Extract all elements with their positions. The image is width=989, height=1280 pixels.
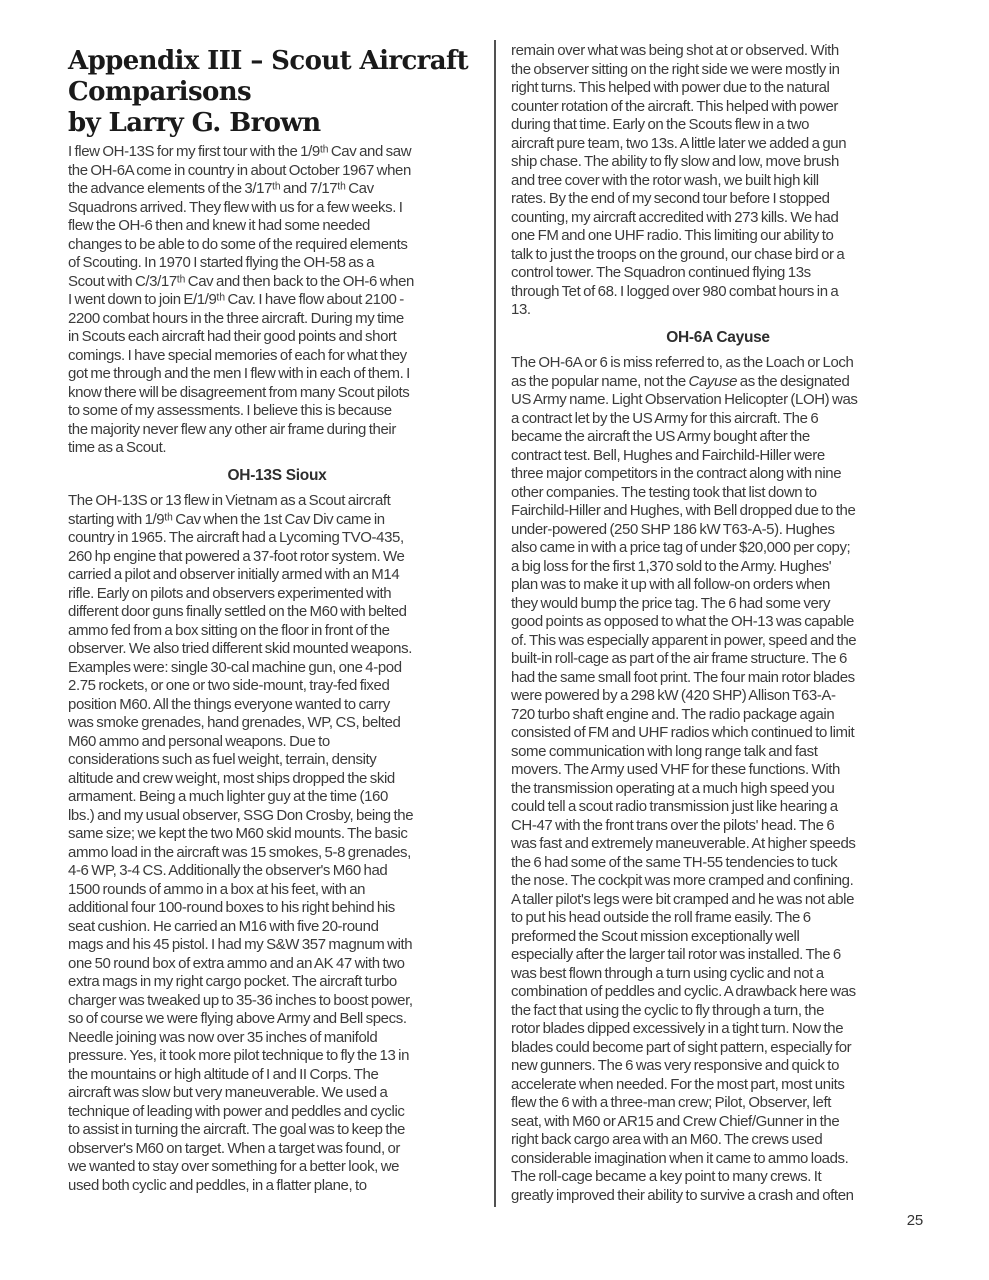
text-line: aircraft was slow but very maneuverable. We used a [68, 1084, 388, 1101]
text-line: position M60. All the things everyone wanted to carry [68, 695, 390, 713]
text-line: ammo load in the aircraft was 15 smokes, 5-8 grenades, [68, 843, 411, 861]
text-line: different door guns finally settled on the M60 with belted [68, 603, 407, 620]
text-line: M60 ammo and personal weapons. Due to [68, 732, 330, 750]
text-line: rotor blades dipped excessively in a tight turn. Now the [511, 1020, 844, 1037]
oh13s-paragraph [68, 492, 486, 1195]
text-line: 260 hp engine that powered a 37-foot rotor system. We [68, 547, 405, 565]
text-line: the fact that using the cyclic to fly through a turn, the [511, 1001, 825, 1019]
text-line: the majority never flew any other air frame during their [68, 420, 396, 438]
text-line: also came in with a price tag of under $20,000 per copy; [511, 539, 851, 556]
text-line: CH-47 with the front trans over the pilots' head. The 6 [511, 816, 835, 834]
text-line: of. This was especially apparent in power, speed and the [511, 631, 857, 649]
text-line: new gunners. The 6 was very responsive and quick to [511, 1057, 840, 1074]
text-line: greatly improved their ability to survive a crash and often [511, 1186, 854, 1204]
text-line: flew the 6 with a three-man crew; Pilot, Observer, left [511, 1094, 831, 1111]
text-line: to assist in turning the aircraft. The goal was to keep the [68, 1121, 405, 1138]
text-line: the OH-6A come in country in about October 1967 when [68, 161, 411, 179]
text-line: through Tet of 68. I logged over 980 combat hours in a [511, 282, 839, 300]
text-line: under-powered (250 SHP 186 kW T63-A-5). Hughes [511, 520, 835, 538]
text-line: accelerate when needed. For the most part, most units [511, 1075, 845, 1093]
text-line: the 6 had some of the same TH-55 tendencies to tuck [511, 853, 838, 871]
text-line: they would bump the price tag. The 6 had some very [511, 594, 831, 612]
text-line: additional four 100-round boxes to his right behind his [68, 899, 395, 916]
text-line: Examples were: single 30-cal machine gun, one 4-pod [68, 658, 402, 676]
page-title [68, 46, 486, 139]
text-line: one FM and one UHF radio. This limiting our ability to [511, 227, 834, 244]
text-line: rates. By the end of my second tour before I stopped [511, 190, 830, 207]
text-line: the mountains or high altitude of I and II Corps. The [68, 1065, 379, 1083]
text-line: right back cargo area with an M60. The crews used [511, 1131, 823, 1148]
text-line: were powered by a 298 kW (420 SHP) Allison T63-A- [511, 687, 836, 704]
text-line: so of course we were flying above Army and Bell specs. [68, 1010, 407, 1027]
text-line: observer. We also tried different skid mounted weapons. [68, 640, 412, 657]
text-line: Appendix III – Scout Aircraft [68, 46, 469, 76]
text-line: The OH-6A or 6 is miss referred to, as the Loach or Loch [511, 354, 854, 371]
text-line: was smoke grenades, hand grenades, WP, CS, belted [68, 714, 401, 731]
text-line: know there will be disagreement from many Scout pilots [68, 383, 410, 401]
intro-paragraph [68, 143, 486, 458]
text-line: counter rotation of the aircraft. This helped with power [511, 97, 839, 115]
text-line: A taller pilot's legs were bit cramped and he was not able [511, 890, 855, 908]
text-line: 2.75 rockets, or one or two side-mount, tray-fed fixed [68, 677, 390, 694]
text-line: comings. I have special memories of each for what they [68, 346, 407, 364]
text-line: control tower. The Squadron continued flying 13s [511, 264, 811, 281]
text-line: country in 1965. The aircraft had a Lycoming TVO-435, [68, 529, 404, 546]
text-line: I went down to join E/1/9ᵗʰ Cav. I have flow about 2100 - [68, 291, 404, 308]
heading-oh13s-sioux: OH-13S Sioux [227, 466, 327, 484]
page-number: 25 [906, 1212, 923, 1229]
text-line: Fairchild-Hiller and Hughes, with Bell dropped due to the [511, 502, 856, 519]
text-line: lbs.) and my usual observer, SSG Don Crosby, being the [68, 806, 414, 824]
text-line: plan was to make it up with all follow-on orders when [511, 576, 830, 593]
text-line: charger was tweaked up to 35-36 inches to boost power, [68, 991, 413, 1009]
text-line: technique of leading with power and peddles and cyclic [68, 1102, 405, 1120]
text-line: pressure. Yes, it took more pilot technique to fly the 13 in [68, 1047, 410, 1064]
text-line: blades could become part of sight pattern, especially for [511, 1038, 852, 1056]
text-line: armament. Being a much lighter guy at the time (160 [68, 788, 388, 805]
text-line: was fast and extremely maneuverable. At higher speeds [511, 835, 856, 852]
text-line: combination of peddles and cyclic. A drawback here was [511, 983, 856, 1000]
text-line: to some of my assessments. I believe this is because [68, 402, 392, 419]
text-line: by Larry G. Brown [68, 108, 321, 138]
text-line: extra mags in my right cargo pocket. The aircraft turbo [68, 973, 397, 990]
text-line: consisted of FM and UHF radios which continued to limit [511, 724, 855, 741]
text-line: same size; we kept the two M60 skid mounts. The basic [68, 825, 408, 842]
text-line: got me through and the men I flew with in each of them. I [68, 365, 410, 382]
text-line: to put his head outside the roll frame easily. The 6 [511, 909, 811, 926]
text-line: 4-6 WP, 3-4 CS. Additionally the observer's M60 had [68, 862, 388, 879]
left-column [68, 46, 486, 1195]
text-line: altitude and crew weight, most ships dropped the skid [68, 769, 395, 787]
text-line: The OH-13S or 13 flew in Vietnam as a Scout aircraft [68, 492, 391, 509]
text-line: three major competitors in the contract along with nine [511, 465, 842, 482]
text-line: US Army name. Light Observation Helicopter (LOH) was [511, 391, 858, 408]
text-line: other companies. The testing took that list down to [511, 483, 817, 501]
text-line: 2200 combat hours in the three aircraft. During my time [68, 309, 404, 327]
text-line: as the popular name, not the Cayuse as the designated [511, 372, 850, 390]
text-line: of Scouting. In 1970 I started flying the OH-58 as a [68, 254, 375, 271]
right-column [511, 40, 925, 1205]
text-line: flew the OH-6 then and knew it had some needed [68, 217, 370, 234]
continuation-paragraph [511, 42, 925, 320]
text-line: time as a Scout. [68, 439, 167, 456]
text-line: I flew OH-13S for my first tour with the 1/9ᵗʰ Cav and saw [68, 143, 412, 160]
text-line: mags and his 45 pistol. I had my S&W 357 magnum with [68, 936, 413, 953]
text-line: seat, with M60 or AR15 and Crew Chief/Gunner in the [511, 1112, 840, 1130]
text-line: Needle joining was now over 35 inches of manifold [68, 1028, 378, 1046]
text-line: 720 turbo shaft engine and. The radio package again [511, 705, 835, 723]
text-line: could tell a scout radio transmission just like hearing a [511, 798, 838, 815]
text-line: one 50 round box of extra ammo and an AK 47 with two [68, 954, 405, 972]
text-line: a contract let by the US Army for this aircraft. The 6 [511, 409, 819, 427]
text-line: especially after the larger tail rotor was installed. The 6 [511, 946, 841, 963]
text-line: The roll-cage became a key point to many crews. It [511, 1168, 822, 1185]
oh6a-paragraph [511, 354, 925, 1205]
text-line: some communication with long range talk and fast [511, 742, 818, 760]
text-line: aircraft pure team, two 13s. A little later we added a gun [511, 134, 847, 152]
text-line: during that time. Early on the Scouts flew in a two [511, 116, 810, 133]
text-line: rifle. Early on pilots and observers experimented with [68, 584, 392, 602]
text-line: movers. The Army used VHF for these functions. With [511, 761, 840, 778]
text-line: the observer sitting on the right side we were mostly in [511, 60, 840, 78]
text-line: became the aircraft the US Army bought after the [511, 428, 810, 445]
text-line: talk to just the troops on the ground, our chase bird or a [511, 245, 845, 263]
text-line: in Scouts each aircraft had their good points and short [68, 328, 397, 345]
text-line: counting, my aircraft accredited with 273 kills. We had [511, 208, 839, 226]
text-line: used both cyclic and peddles, in a flatter plane, to [68, 1176, 367, 1194]
column-divider [494, 40, 496, 1207]
text-line: Comparisons [68, 77, 252, 107]
text-line: had the same small foot print. The four main rotor blades [511, 668, 855, 686]
text-line: starting with 1/9ᵗʰ Cav when the 1st Cav Div came in [68, 510, 385, 528]
text-line: contract test. Bell, Hughes and Fairchild-Hiller were [511, 446, 825, 464]
text-line: 13. [511, 301, 531, 318]
text-line: changes to be able to do some of the required elements [68, 235, 408, 253]
text-line: preformed the Scout mission exceptionally well [511, 927, 800, 945]
text-line: Scout with C/3/17ᵗʰ Cav and then back to the OH-6 when [68, 272, 414, 290]
text-line: 1500 rounds of ammo in a box at his feet, with an [68, 880, 366, 898]
text-line: carried a pilot and observer initially armed with an M14 [68, 566, 400, 583]
text-line: observer's M60 on target. When a target was found, or [68, 1139, 401, 1157]
text-line: the transmission operating at a much high speed you [511, 779, 835, 797]
text-line: remain over what was being shot at or observed. With [511, 42, 839, 59]
text-line: considerable imagination when it came to ammo loads. [511, 1149, 849, 1167]
text-line: ship chase. The ability to fly slow and low, move brush [511, 153, 839, 170]
text-line: built-in roll-cage as part of the air frame structure. The 6 [511, 650, 847, 667]
text-line: seat cushion. He carried an M16 with five 20-round [68, 917, 379, 935]
text-line: Squadrons arrived. They flew with us for a few weeks. I [68, 198, 403, 216]
text-line: a big loss for the first 1,370 sold to the Army. Hughes' [511, 557, 832, 575]
text-line: we wanted to stay over something for a better look, we [68, 1158, 400, 1175]
heading-oh6a-cayuse: OH-6A Cayuse [666, 328, 770, 346]
text-line: right turns. This helped with power due to the natural [511, 79, 830, 96]
text-line: was best flown through a turn using cyclic and not a [511, 964, 824, 982]
text-line: ammo fed from a box sitting on the floor in front of the [68, 621, 390, 639]
text-line: good points as opposed to what the OH-13 was capable [511, 613, 854, 630]
text-line: the advance elements of the 3/17ᵗʰ and 7/17ᵗʰ Cav [68, 180, 374, 197]
text-line: the nose. The cockpit was more cramped and confining. [511, 872, 854, 889]
text-line: and tree cover with the rotor wash, we built high kill [511, 171, 819, 189]
text-line: considerations such as fuel weight, terrain, density [68, 751, 377, 768]
